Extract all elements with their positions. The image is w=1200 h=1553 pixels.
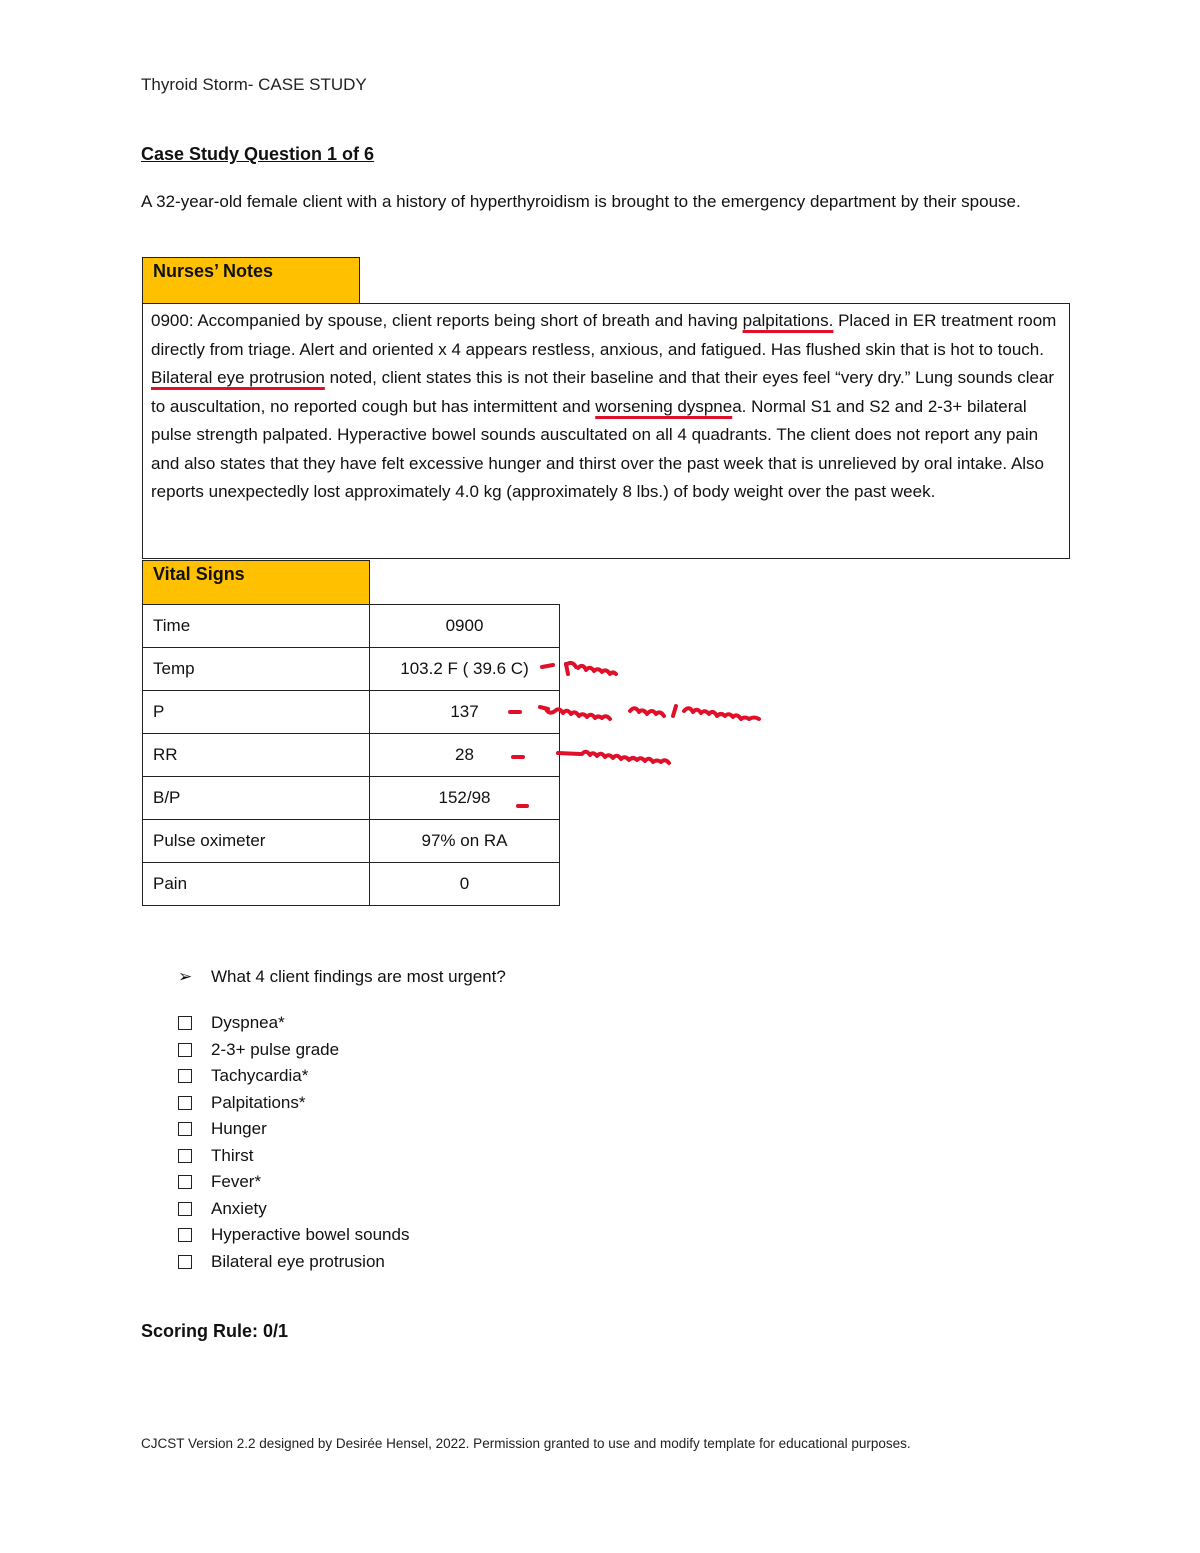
annotation-scribble-temp bbox=[566, 663, 616, 674]
vital-value: 103.2 F ( 39.6 C) bbox=[370, 648, 560, 691]
list-item[interactable] bbox=[178, 1196, 409, 1223]
checkbox[interactable] bbox=[178, 1228, 192, 1242]
table-row bbox=[143, 605, 560, 648]
notes-text: 0900: Accompanied by spouse, client reports being short of breath and having bbox=[151, 311, 743, 330]
vital-name: Pulse oximeter bbox=[143, 820, 370, 863]
option-label: Hyperactive bowel sounds bbox=[211, 1225, 410, 1245]
list-item[interactable] bbox=[178, 1037, 409, 1064]
list-item[interactable] bbox=[178, 1010, 409, 1037]
table-row bbox=[143, 777, 560, 820]
vital-signs-label: Vital Signs bbox=[142, 560, 370, 605]
checkbox[interactable] bbox=[178, 1202, 192, 1216]
list-item[interactable] bbox=[178, 1063, 409, 1090]
vital-name: Temp bbox=[143, 648, 370, 691]
vital-signs-table bbox=[142, 604, 560, 906]
list-item[interactable] bbox=[178, 1116, 409, 1143]
answer-options bbox=[178, 1010, 409, 1275]
notes-text: noted, client states this is not their baseline and that their eyes feel “very dry.” Lung sounds clear to auscultation, no reported cough but has intermittent and bbox=[151, 368, 1055, 416]
list-item[interactable] bbox=[178, 1249, 409, 1276]
vital-name: P bbox=[143, 691, 370, 734]
footer-credit: CJCST Version 2.2 designed by Desirée Hensel, 2022. Permission granted to use and modify template for educational purposes. bbox=[141, 1436, 911, 1451]
table-row bbox=[143, 734, 560, 777]
vital-name: Time bbox=[143, 605, 370, 648]
vital-value: 0900 bbox=[370, 605, 560, 648]
vital-value: 97% on RA bbox=[370, 820, 560, 863]
checkbox[interactable] bbox=[178, 1255, 192, 1269]
annotation-scribble-pulse bbox=[540, 706, 759, 719]
notes-underlined-eye-protrusion: Bilateral eye protrusion bbox=[151, 368, 325, 387]
option-label: Hunger bbox=[211, 1119, 267, 1139]
notes-text: a. Normal S1 and S2 and 2-3+ bilateral pulse strength palpated. Hyperactive bowel sounds auscultated on all 4 quadrants. The client does not report any pain and also states that they have felt excessive hunger and thirst over the past week that is unrelieved by oral intake. Also reports unexpectedly lost approximately 4.0 kg (approximately 8 lbs.) of body weight over the past week. bbox=[151, 396, 1045, 501]
notes-underlined-palpitations: palpitations. bbox=[742, 311, 834, 330]
question-intro: A 32-year-old female client with a history of hyperthyroidism is brought to the emergency department by their spouse. bbox=[141, 192, 1021, 211]
vital-name: RR bbox=[143, 734, 370, 777]
question-heading: Case Study Question 1 of 6 bbox=[141, 144, 375, 164]
vital-value: 0 bbox=[370, 863, 560, 906]
table-row bbox=[143, 691, 560, 734]
list-item[interactable] bbox=[178, 1143, 409, 1170]
table-row bbox=[143, 820, 560, 863]
checkbox[interactable] bbox=[178, 1043, 192, 1057]
list-item[interactable] bbox=[178, 1222, 409, 1249]
notes-underlined-dyspnea: worsening dyspne bbox=[595, 396, 733, 416]
option-label: Palpitations* bbox=[211, 1092, 306, 1112]
checkbox[interactable] bbox=[178, 1122, 192, 1136]
vital-value: 28 bbox=[370, 734, 560, 777]
vital-value: 137 bbox=[370, 691, 560, 734]
question-prompt bbox=[178, 967, 506, 987]
document-title: Thyroid Storm- CASE STUDY bbox=[141, 75, 367, 94]
option-label: Thirst bbox=[211, 1145, 254, 1165]
prompt-text: What 4 client findings are most urgent? bbox=[211, 967, 506, 986]
option-label: Fever* bbox=[211, 1172, 262, 1192]
nurses-notes-box bbox=[142, 303, 1070, 559]
list-item[interactable] bbox=[178, 1169, 409, 1196]
vital-name: B/P bbox=[143, 777, 370, 820]
option-label: 2-3+ pulse grade bbox=[211, 1039, 340, 1059]
checkbox[interactable] bbox=[178, 1096, 192, 1110]
checkbox[interactable] bbox=[178, 1149, 192, 1163]
nurses-notes-label: Nurses’ Notes bbox=[142, 257, 360, 304]
checkbox[interactable] bbox=[178, 1069, 192, 1083]
notes-text: Placed in ER treatment room directly from triage. Alert and oriented x 4 appears restless, anxious, and fatigued. Has flushed skin that is hot to touch. bbox=[151, 311, 1057, 359]
table-row bbox=[143, 648, 560, 691]
list-item[interactable] bbox=[178, 1090, 409, 1117]
annotation-scribble-rr bbox=[558, 752, 669, 763]
option-label: Bilateral eye protrusion bbox=[211, 1251, 385, 1271]
scoring-rule: Scoring Rule: 0/1 bbox=[141, 1321, 289, 1341]
checkbox[interactable] bbox=[178, 1175, 192, 1189]
option-label: Anxiety bbox=[211, 1198, 267, 1218]
arrow-bullet-icon: ➢ bbox=[178, 967, 193, 986]
vital-value: 152/98 bbox=[370, 777, 560, 820]
option-label: Dyspnea* bbox=[211, 1013, 285, 1033]
table-row bbox=[143, 863, 560, 906]
vital-name: Pain bbox=[143, 863, 370, 906]
checkbox[interactable] bbox=[178, 1016, 192, 1030]
option-label: Tachycardia* bbox=[211, 1066, 309, 1086]
